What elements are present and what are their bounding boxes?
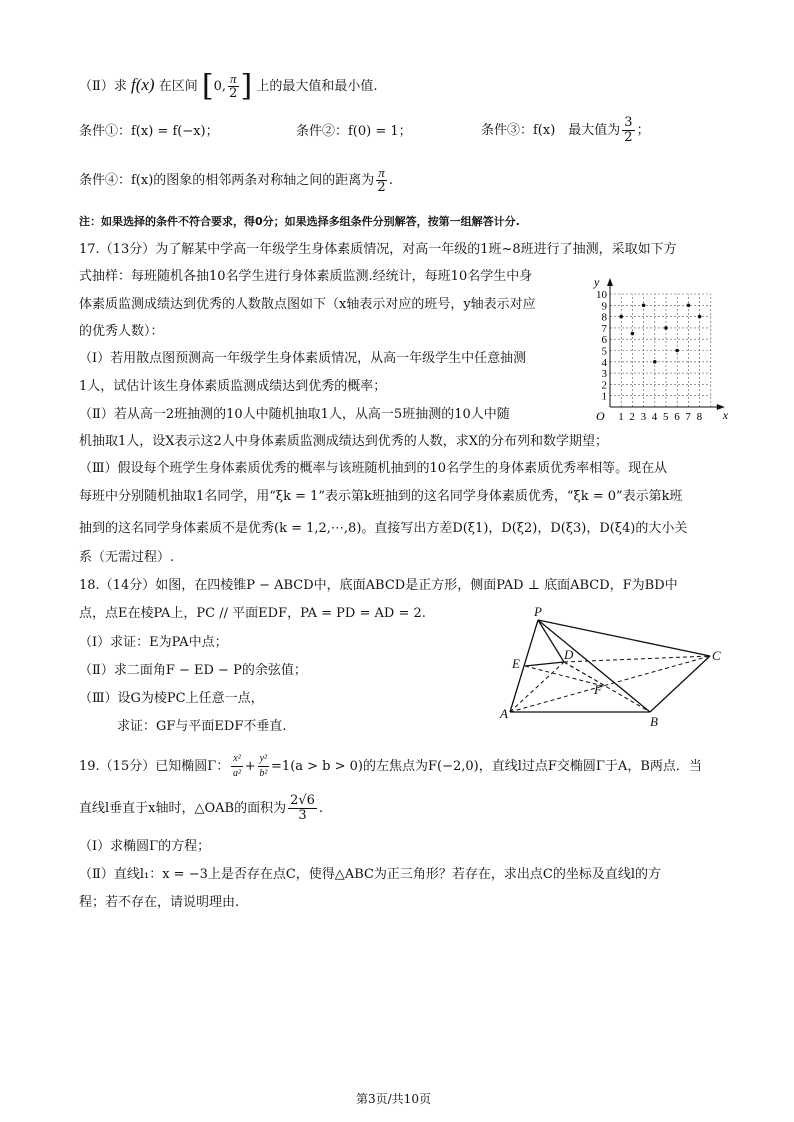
label-P: P [534,604,542,619]
q17-line-3: 体素质监测成绩达到优秀的人数散点图如下（x轴表示对应的班号，y轴表示对应 [79,297,536,312]
condition-3-prefix: 条件③：f(x) 最大值为 [481,123,621,138]
y-tick-label-1: 1 [601,390,607,403]
x-tick-label-2: 2 [629,411,635,422]
q19-prefix: 19.（15分）已知椭圆Γ： [79,759,230,774]
part2-mid: 在区间 [158,79,198,94]
interval-frac [228,72,239,101]
q18-line-6: 求证：GF与平面EDF不垂直. [117,719,287,734]
y-tick-label-10: 10 [596,289,607,301]
part2-line [79,68,378,104]
part2-tail: 上的最大值和最小值. [256,79,378,94]
data-point-6 [675,349,679,353]
data-point-8 [698,315,702,319]
q19-frac-y [258,752,269,781]
data-point-1 [619,315,623,319]
interval-left-bracket: [ [201,68,214,104]
q18-line-5: （Ⅲ）设G为棱PC上任意一点， [79,691,264,706]
data-point-7 [687,304,691,308]
interval-pi: π [230,71,237,86]
q19-area-frac [288,794,317,823]
data-point-3 [642,304,646,308]
y-tick-label-2: 2 [601,379,607,392]
edge-PD [538,620,564,662]
q17-line-12: 系（无需过程）. [79,550,175,565]
x-tick-label-7: 7 [685,411,691,422]
q19-l2-suffix: . [318,801,324,816]
q19-y2: y² [258,752,269,767]
q17-line-7: （Ⅱ）若从高一2班抽测的10人中随机抽取1人，从高一5班抽测的10人中随 [79,407,510,422]
note: 注：如果选择的条件不符合要求，得0分；如果选择多组条件分别解答，按第一组解答计分. [79,215,520,228]
interval-two: 2 [229,86,238,101]
q19-plus: + [244,759,256,774]
condition-3-frac [622,116,634,145]
condition-3 [481,116,650,145]
x-axis-label: x [722,408,728,422]
pyramid-figure [498,604,738,732]
q19-line-2 [79,794,323,823]
interval-right-bracket: ] [240,68,253,104]
y-tick-label-9: 9 [601,300,607,313]
y-tick-label-6: 6 [601,334,607,347]
q17-line-9: （Ⅲ）假设每个班学生身体素质优秀的概率与该班随机抽到的10名学生的身体素质优秀率相等。现在从 [79,461,668,476]
x-tick-label-3: 3 [640,411,647,422]
q17-line-1: 17.（13分）为了解某中学高一年级学生身体素质情况，对高一年级的1班~8班进行了抽测，采取如下方 [79,242,677,257]
q17-line-10: 每班中分别随机抽取1名同学，用“ξk = 1”表示第k班抽到的这名同学身体素质优秀，“ξk = 0”表示第k班 [79,489,683,504]
x-tick-label-5: 5 [663,411,669,422]
y-tick-label-3: 3 [601,368,607,381]
q17-line-8: 机抽取1人，设X表示这2人中身体素质监测成绩达到优秀的人数，求X的分布列和数学期望； [79,434,609,449]
x-tick-label-4: 4 [651,411,658,422]
condition-1: 条件①：f(x) = f(−x)； [79,124,219,139]
y-tick-label-4: 4 [601,356,607,369]
q19-line-4: （Ⅱ）直线l₁：x = −3上是否存在点C，使得△ABC为正三角形？若存在，求出点C的坐标及直线l的方 [79,867,662,882]
q18-line-3: （Ⅰ）求证：E为PA中点； [79,635,228,650]
q19-frac-x [231,752,242,781]
c3-num: 3 [624,115,633,130]
edge-PB [538,620,650,712]
x-tick-label-1: 1 [618,411,624,422]
x-tick-label-8: 8 [696,411,703,422]
label-E: E [512,656,520,671]
q19-line-5: 程；若不存在，请说明理由. [79,895,240,910]
condition-2: 条件②：f(0) = 1； [296,124,412,139]
q17-line-6: 1人，试估计该生身体素质监测成绩达到优秀的概率； [79,379,387,394]
label-F: F [594,682,602,697]
c4-num: π [378,165,385,180]
q19-l2-prefix: 直线l垂直于x轴时，△OAB的面积为 [79,801,287,816]
c3-den: 2 [624,130,633,145]
c4-suffix: . [388,173,393,188]
edge-ED [525,662,564,666]
q18-line-4: （Ⅱ）求二面角F − ED − P的余弦值； [79,663,307,678]
scatter-chart [588,262,728,422]
interval-zero: 0, [213,79,226,94]
data-point-2 [631,332,635,336]
q19-area-den: 3 [298,808,307,823]
q17-line-4: 的优秀人数）： [79,324,164,339]
y-axis-label: y [594,275,600,289]
part2-label: （Ⅱ）求 [79,79,127,94]
data-point-4 [653,360,657,364]
q19-mid: =1(a > b > 0)的左焦点为F(−2,0)，直线l过点F交椭圆Γ于A，B两点．当 [271,759,702,774]
q18-line-1: 18.（14分）如图，在四棱锥P − ABCD中，底面ABCD是正方形，侧面PAD ⊥ 底面ABCD，F为BD中 [79,578,678,593]
c3-suffix: ； [636,123,650,138]
page-footer: 第3页/共10页 [356,1092,431,1106]
q19-a2: a² [232,768,241,779]
y-tick-label-7: 7 [601,322,607,335]
x-tick-label-6: 6 [674,411,680,422]
y-axis-arrow [607,278,613,286]
data-point-5 [664,326,668,330]
q17-line-2: 式抽样：每班随机各抽10名学生进行身体素质监测.经统计，每班10名学生中身 [79,269,533,284]
label-D: D [564,647,574,662]
label-C: C [712,648,721,663]
y-tick-label-5: 5 [601,345,607,358]
q19-b2: b² [259,768,268,779]
condition-4 [79,166,393,195]
label-A: A [500,706,508,721]
q19-area-num: 2√6 [290,793,315,808]
y-tick-label-8: 8 [601,311,607,324]
part2-func: f(x) [130,75,155,94]
q19-line-1 [79,752,702,781]
label-B: B [650,714,658,729]
condition-4-prefix: 条件④：f(x)的图象的相邻两条对称轴之间的距离为 [79,173,375,188]
q19-x2: x² [231,752,242,767]
q18-line-2: 点，点E在棱PA上，PC // 平面EDF，PA = PD = AD = 2. [79,606,426,621]
q17-line-11: 抽到的这名同学身体素质不是优秀(k = 1,2,⋯,8)。直接写出方差D(ξ1)，D(ξ2)，D(ξ3)，D(ξ4)的大小关 [79,521,688,536]
c4-den: 2 [377,180,386,195]
origin-label: O [596,409,605,422]
q17-line-5: （Ⅰ）若用散点图预测高一年级学生身体素质情况，从高一年级学生中任意抽测 [79,351,527,366]
condition-4-frac [376,166,387,195]
q19-line-3: （Ⅰ）求椭圆Γ的方程； [79,839,211,854]
